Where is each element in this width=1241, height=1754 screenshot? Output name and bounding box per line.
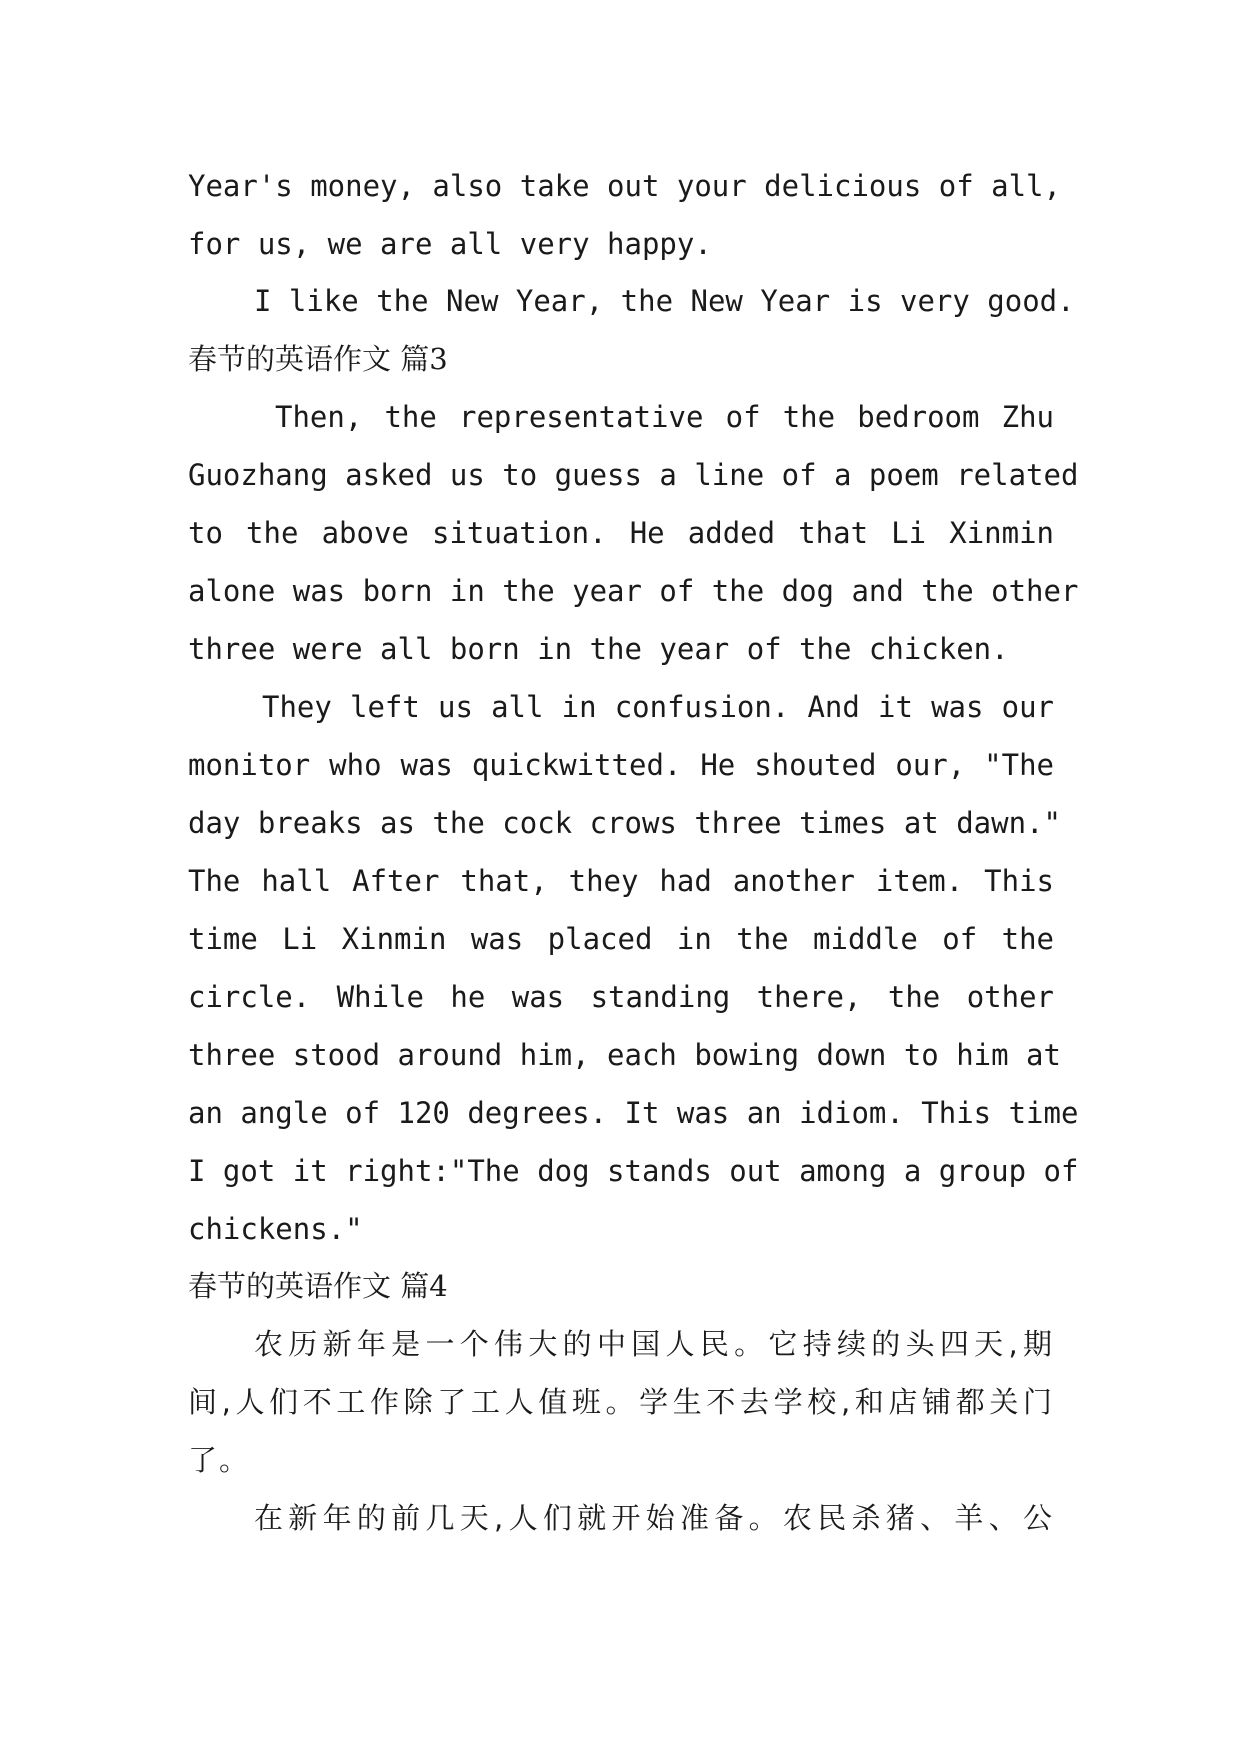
paragraph-line: 了。 — [188, 1443, 251, 1477]
paragraph-line: Guozhang asked us to guess a line of a poem related — [188, 458, 1079, 492]
paragraph-line: 农历新年是一个伟大的中国人民。它持续的头四天,期 — [254, 1327, 1054, 1361]
paragraph-line: The hall After that, they had another item. This — [188, 864, 1054, 898]
paragraph-line: three stood around him, each bowing down to him at — [188, 1038, 1061, 1072]
paragraph-line: day breaks as the cock crows three times at dawn." — [188, 806, 1061, 840]
paragraph-line: circle. While he was standing there, the other — [188, 980, 1054, 1014]
paragraph-line: Then, the representative of the bedroom Zhu — [275, 400, 1054, 434]
paragraph-line: 在新年的前几天,人们就开始准备。农民杀猪、羊、公 — [254, 1501, 1054, 1535]
paragraph-line: time Li Xinmin was placed in the middle of the — [188, 922, 1054, 956]
paragraph-line: They left us all in confusion. And it was our — [262, 690, 1054, 724]
paragraph-line: chickens." — [188, 1212, 363, 1246]
paragraph-line: monitor who was quickwitted. He shouted our, "The — [188, 748, 1054, 782]
paragraph-line: I got it right:"The dog stands out among a group of — [188, 1154, 1079, 1188]
section-heading-4: 春节的英语作文 篇4 — [188, 1269, 448, 1303]
paragraph-line: three were all born in the year of the chicken. — [188, 632, 1009, 666]
paragraph-line: for us, we are all very happy. — [188, 227, 712, 261]
paragraph-line: 间,人们不工作除了工人值班。学生不去学校,和店铺都关门 — [188, 1385, 1054, 1419]
paragraph-line: an angle of 120 degrees. It was an idiom. This time — [188, 1096, 1079, 1130]
paragraph-line: I like the New Year, the New Year is very good. — [254, 284, 1075, 318]
section-heading-3: 春节的英语作文 篇3 — [188, 342, 448, 376]
paragraph-line: Year's money, also take out your delicious of all, — [188, 169, 1061, 203]
paragraph-line: to the above situation. He added that Li Xinmin — [188, 516, 1054, 550]
paragraph-line: alone was born in the year of the dog and the other — [188, 574, 1079, 608]
